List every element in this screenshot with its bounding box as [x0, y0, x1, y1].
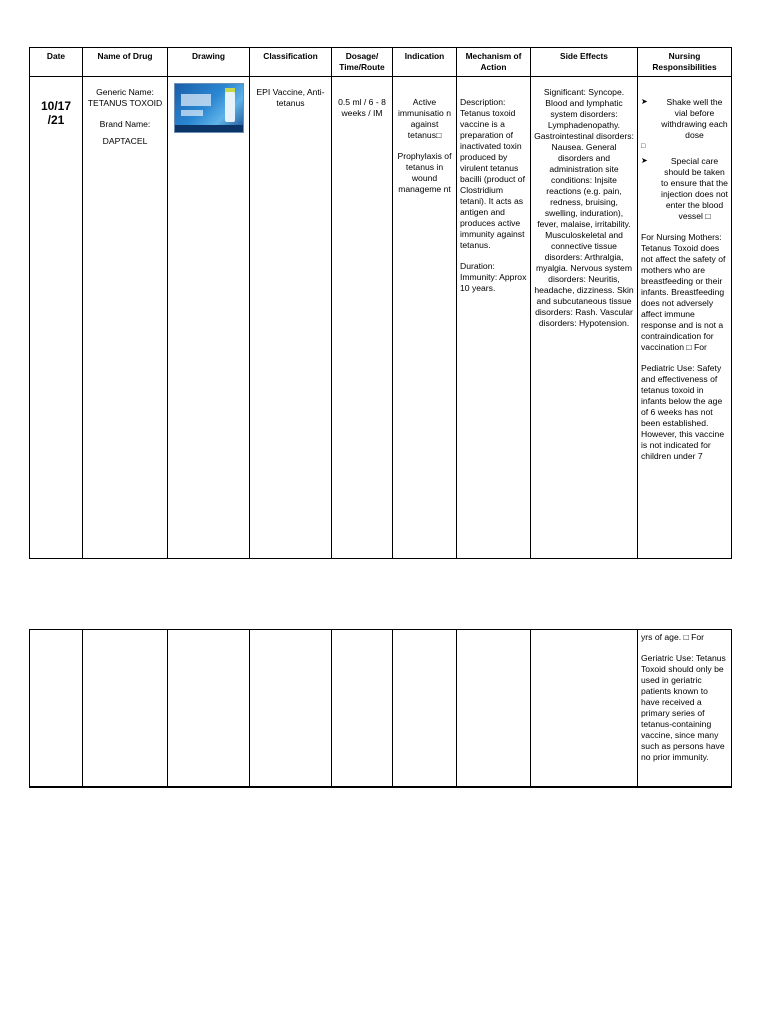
date-value: 10/17 /21 [40, 99, 72, 128]
nursing-mothers-text: For Nursing Mothers: Tetanus Toxoid does not affect the safety of mothers who are breastfeeding or their infants. Breastfeeding does not adversely affect immune response and is not a contraindication for vaccination □ For [641, 231, 726, 352]
header-row [30, 48, 732, 77]
empty-cell [83, 630, 168, 787]
empty-cell [457, 630, 531, 787]
mechanism-cell [457, 77, 531, 559]
header-drawing: Drawing [168, 48, 250, 77]
header-indication: Indication [393, 48, 457, 77]
arrow-bullet-icon: ➤ [641, 155, 648, 165]
brand-name-value: DAPTACEL [102, 136, 148, 146]
drawing-cell [168, 77, 250, 559]
vaccine-box-photo-icon [174, 83, 244, 133]
drug-study-table [29, 47, 732, 559]
header-dosage: Dosage/ Time/Route [332, 48, 393, 77]
box-char: □ [641, 143, 646, 150]
classification-cell [250, 77, 332, 559]
header-nursing: Nursing Responsibilities [638, 48, 732, 77]
drug-study-table-continued [29, 629, 732, 788]
empty-cell [332, 630, 393, 787]
nursing-cell [638, 77, 732, 559]
side-effects-text: Significant: Syncope. Blood and lymphatic system disorders: Lymphadenopathy. Gastrointestinal disorders: Nausea. General disorders and administration site conditions: Injsite reactions (e.g. pain, redness, bruising, swelling, induration), fever, malaise, irritability. Musculoskeletal and connective tissue disorders: Arthralgia, myalgia. Nervous system disorders: Neuritis, headache, dizziness. Skin and subcutaneous tissue disorders: Rash. Vascular disorders: Hypotension. [534, 87, 634, 328]
generic-name-label: Generic Name: [96, 87, 154, 97]
brand-name-label: Brand Name: [99, 119, 151, 129]
table-row [30, 77, 732, 559]
table-row [30, 630, 732, 787]
nursing-pediatric-text: Pediatric Use: Safety and effectiveness of tetanus toxoid in infants below the age of 6 weeks has not been established. However, this vaccine is not indicated for children under 7 [641, 362, 725, 461]
dosage-value: 0.5 ml / 6 - 8 weeks / IM [338, 97, 386, 118]
header-name-of-drug: Name of Drug [83, 48, 168, 77]
dosage-cell [332, 77, 393, 559]
generic-name-value: TETANUS TOXOID [87, 98, 163, 108]
indication-cell [393, 77, 457, 559]
header-mechanism: Mechanism of Action [457, 48, 531, 77]
nursing-cell-continued [638, 630, 732, 787]
header-side-effects: Side Effects [531, 48, 638, 77]
empty-cell [168, 630, 250, 787]
nursing-bullet-special-care: ➤ Special care should be taken to ensure that the injection does not enter the blood vessel □ [641, 155, 728, 221]
empty-cell [531, 630, 638, 787]
mechanism-duration: Duration: Immunity: Approx 10 years. [460, 261, 527, 293]
header-date: Date [30, 48, 83, 77]
empty-cell [250, 630, 332, 787]
side-effects-cell [531, 77, 638, 559]
nursing-geriatric-text: Geriatric Use: Tetanus Toxoid should only be used in geriatric patients known to have received a primary series of tetanus-containing vaccine, since many such as persons have no prior immunity. [641, 653, 726, 762]
nursing-cont-age: yrs of age. □ For [641, 632, 704, 642]
indication-prophylaxis: Prophylaxis of tetanus in wound manageme nt [397, 151, 452, 194]
date-cell [30, 77, 83, 559]
mechanism-description: Description: Tetanus toxoid vaccine is a preparation of inactivated toxin produced by virulent tetanus bacilli (product of Clostridium tetani). It acts as antigen and produces active immunity against tetanus. [460, 97, 525, 250]
drug-name-cell [83, 77, 168, 559]
empty-cell [393, 630, 457, 787]
empty-cell [30, 630, 83, 787]
nursing-bullet-shake: ➤ Shake well the vial before withdrawing each dose [641, 97, 728, 140]
arrow-bullet-icon: ➤ [641, 97, 648, 106]
indication-active: Active immunisatio n against tetanus□ [397, 97, 451, 140]
classification-value: EPI Vaccine, Anti-tetanus [256, 87, 325, 108]
header-classification: Classification [250, 48, 332, 77]
